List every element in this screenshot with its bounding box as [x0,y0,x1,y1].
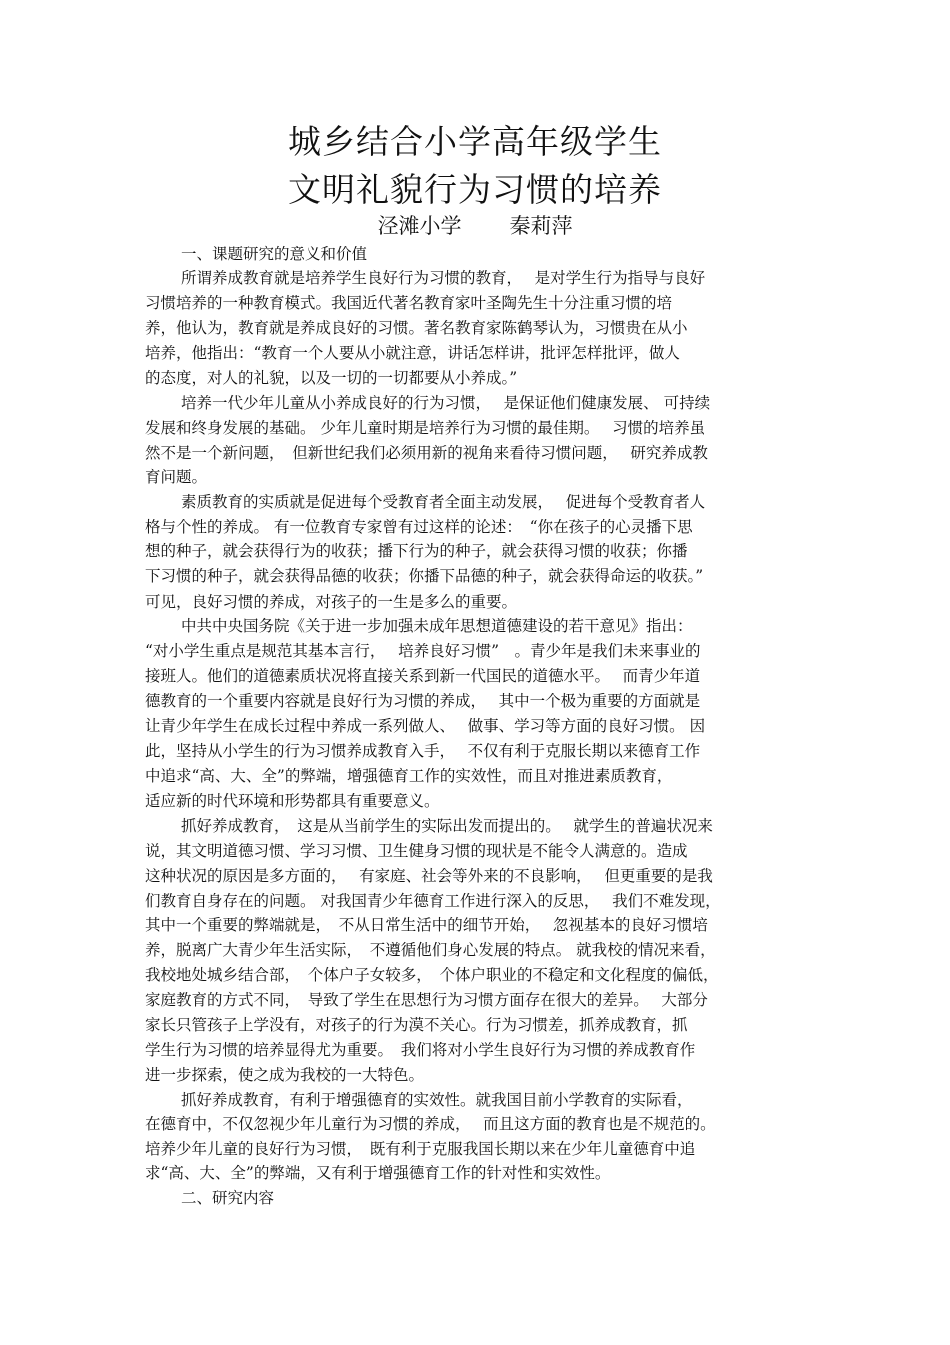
text-line: 进一步探索，使之成为我校的一大特色。 [145,1066,425,1084]
text-line: 想的种子，就会获得行为的收获；播下行为的种子，就会获得习惯的收获；你播 [145,542,688,560]
text-line: 家庭教育的方式不同， 导致了学生在思想行为习惯方面存在很大的差异。 大部分 [145,991,708,1009]
text-line: 抓好养成教育，有利于增强德育的实效性。就我国目前小学教育的实际看， [181,1091,693,1109]
text-line: 这种状况的原因是多方面的， 有家庭、社会等外来的不良影响， 但更重要的是我 [145,867,713,885]
section-heading-2: 二、研究内容 [181,1189,275,1207]
text-line: 此，坚持从小学生的行为习惯养成教育入手， 不仅有利于克服长期以来德育工作 [145,742,701,760]
text-line: 适应新的时代环境和形势都具有重要意义。 [145,792,440,810]
text-line: 中共中央国务院《关于进一步加强未成年思想道德建设的若干意见》指出： [181,617,693,635]
title-line-2: 文明礼貌行为习惯的培养 [288,170,662,209]
text-line: 培养，他指出：“教育一个人要从小就注意，讲话怎样讲，批评怎样批评，做人 [145,344,680,362]
school-name: 泾滩小学 [377,214,462,238]
text-line: 格与个性的养成。 有一位教育专家曾有过这样的论述： “你在孩子的心灵播下思 [145,518,693,536]
text-line: 家长只管孩子上学没有，对孩子的行为漠不关心。行为习惯差，抓养成教育，抓 [145,1016,688,1034]
text-line: 培养一代少年儿童从小养成良好的行为习惯， 是保证他们健康发展、 可持续 [181,394,711,412]
section-heading-1: 一、课题研究的意义和价值 [181,245,368,263]
text-line: 们教育自身存在的问题。 对我国青少年德育工作进行深入的反思， 我们不难发现， [145,892,721,910]
text-line: 让青少年学生在成长过程中养成一系列做人、 做事、学习等方面的良好习惯。 因 [145,717,706,735]
text-line: 然不是一个新问题， 但新世纪我们必须用新的视角来看待习惯问题， 研究养成教 [145,444,708,462]
text-line: 习惯培养的一种教育模式。我国近代著名教育家叶圣陶先生十分注重习惯的培 [145,294,673,312]
title-line-1: 城乡结合小学高年级学生 [288,122,662,161]
text-line: 德教育的一个重要内容就是良好行为习惯的养成， 其中一个极为重要的方面就是 [145,692,701,710]
text-line: 的态度，对人的礼貌，以及一切的一切都要从小养成。” [145,369,518,387]
text-line: 其中一个重要的弊端就是， 不从日常生活中的细节开始， 忽视基本的良好习惯培 [145,916,708,934]
text-line: 学生行为习惯的培养显得尤为重要。 我们将对小学生良好行为习惯的养成教育作 [145,1041,696,1059]
text-line: “对小学生重点是规范其基本言行， 培养良好习惯” 。青少年是我们未来事业的 [145,642,701,660]
byline [0,212,950,240]
text-line: 下习惯的种子，就会获得品德的收获；你播下品德的种子，就会获得命运的收获。” [145,567,704,585]
text-line: 我校地处城乡结合部， 个体户子女较多， 个体户职业的不稳定和文化程度的偏低， [145,966,719,984]
text-line: 在德育中，不仅忽视少年儿童行为习惯的养成， 而且这方面的教育也是不规范的。 [145,1115,716,1133]
text-line: 素质教育的实质就是促进每个受教育者全面主动发展， 促进每个受教育者人 [181,493,706,511]
author-name: 秦莉萍 [509,214,573,238]
text-line: 求“高、大、全”的弊端，又有利于增强德育工作的针对性和实效性。 [145,1164,611,1182]
text-line: 所谓养成教育就是培养学生良好行为习惯的教育， 是对学生行为指导与良好 [181,269,706,287]
text-line: 接班人。他们的道德素质状况将直接关系到新一代国民的道德水平。 而青少年道 [145,667,701,685]
text-line: 培养少年儿童的良好行为习惯， 既有利于克服我国长期以来在少年儿童德育中追 [145,1140,696,1158]
text-line: 育问题。 [145,468,208,486]
text-line: 养，脱离广大青少年生活实际， 不遵循他们身心发展的特点。 就我校的情况来看， [145,941,716,959]
text-line: 抓好养成教育， 这是从当前学生的实际出发而提出的。 就学生的普遍状况来 [181,817,713,835]
text-line: 发展和终身发展的基础。 少年儿童时期是培养行为习惯的最佳期。 习惯的培养虽 [145,419,706,437]
text-line: 可见，良好习惯的养成，对孩子的一生是多么的重要。 [145,593,518,611]
text-line: 养，他认为，教育就是养成良好的习惯。著名教育家陈鹤琴认为，习惯贵在从小 [145,319,688,337]
text-line: 说，其文明道德习惯、学习习惯、卫生健身习惯的现状是不能令人满意的。造成 [145,842,688,860]
text-line: 中追求“高、大、全”的弊端，增强德育工作的实效性，而且对推进素质教育， [145,767,673,785]
